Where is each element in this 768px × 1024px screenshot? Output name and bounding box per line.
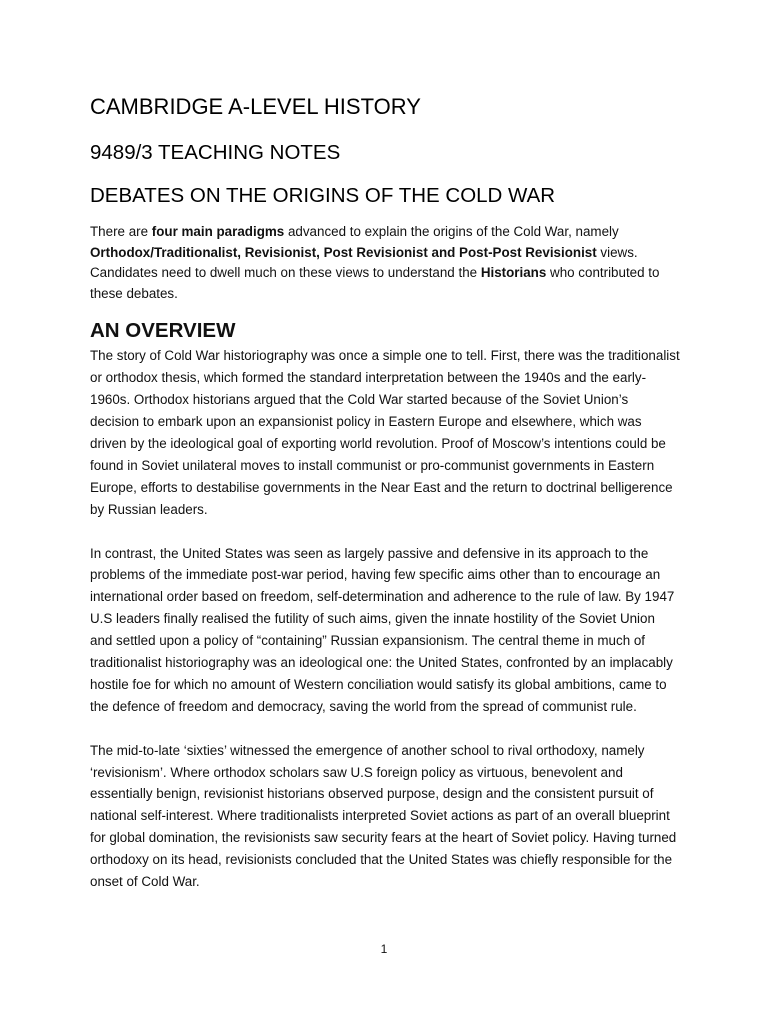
body-paragraph: The mid-to-late ‘sixties’ witnessed the emergence of another school to rival orthodoxy, namely ‘revisionism’. Where orthodox scholars saw U.S foreign policy as virtuous, benevolent and essentially benign, revisionist historians observed purpose, design and the consistent pursuit of national self-interest. Where traditionalists interpreted Soviet actions as part of an overall blueprint for global domination, the revisionists saw security fears at the heart of Soviet policy. Having turned orthodoxy on its head, revisionists concluded that the United States was chiefly responsible for the onset of Cold War.	[90, 742, 677, 890]
document-heading: DEBATES ON THE ORIGINS OF THE COLD WAR	[90, 184, 556, 207]
intro-bold-schools: Orthodox/Traditionalist, Revisionist, Post Revisionist and Post-Post Revisionist	[90, 244, 597, 260]
intro-text: views. Candidates need to dwell much on these views to understand the	[90, 244, 638, 280]
intro-paragraph	[90, 222, 680, 304]
intro-bold-paradigms: four main paradigms	[151, 224, 285, 239]
intro-text: advanced to explain the origins of the Cold War, namely	[284, 224, 619, 239]
body-paragraph: In contrast, the United States was seen as largely passive and defensive in its approach to the problems of the immediate post-war period, having few specific aims other than to encourage an international order based on freedom, self-determination and adherence to the rule of law. By 1947 U.S leaders finally realised the futility of such aims, given the innate hostility of the Soviet Union and settled upon a policy of “containing” Russian expansionism. The central theme in much of traditionalist historiography was an ideological one: the United States, confronted by an implacably hostile foe for which no amount of Western conciliation would satisfy its global ambitions, came to the defence of freedom and democracy, saving the world from the spread of communist rule.	[90, 545, 675, 714]
body-paragraph: The story of Cold War historiography was once a simple one to tell. First, there was the traditionalist or orthodox thesis, which formed the standard interpretation between the 1940s and the early-1960s. Orthodox historians argued that the Cold War started because of the Soviet Union’s decision to embark upon an expansionist policy in Eastern Europe and elsewhere, which was driven by the ideological goal of exporting world revolution. Proof of Moscow’s intentions could be found in Soviet unilateral moves to install communist or pro-communist governments in Eastern Europe, efforts to destabilise governments in the Near East and the return to doctrinal belligerence by Russian leaders.	[90, 348, 680, 517]
intro-bold-historians: Historians	[480, 265, 547, 280]
document-subtitle: 9489/3 TEACHING NOTES	[90, 141, 341, 164]
intro-text: There are	[90, 224, 152, 239]
page-number: 1	[380, 942, 388, 956]
intro-text: who contributed to these debates.	[90, 265, 660, 301]
page-content	[90, 92, 680, 893]
overview-heading: AN OVERVIEW	[90, 319, 236, 343]
document-title: CAMBRIDGE A-LEVEL HISTORY	[90, 94, 421, 119]
